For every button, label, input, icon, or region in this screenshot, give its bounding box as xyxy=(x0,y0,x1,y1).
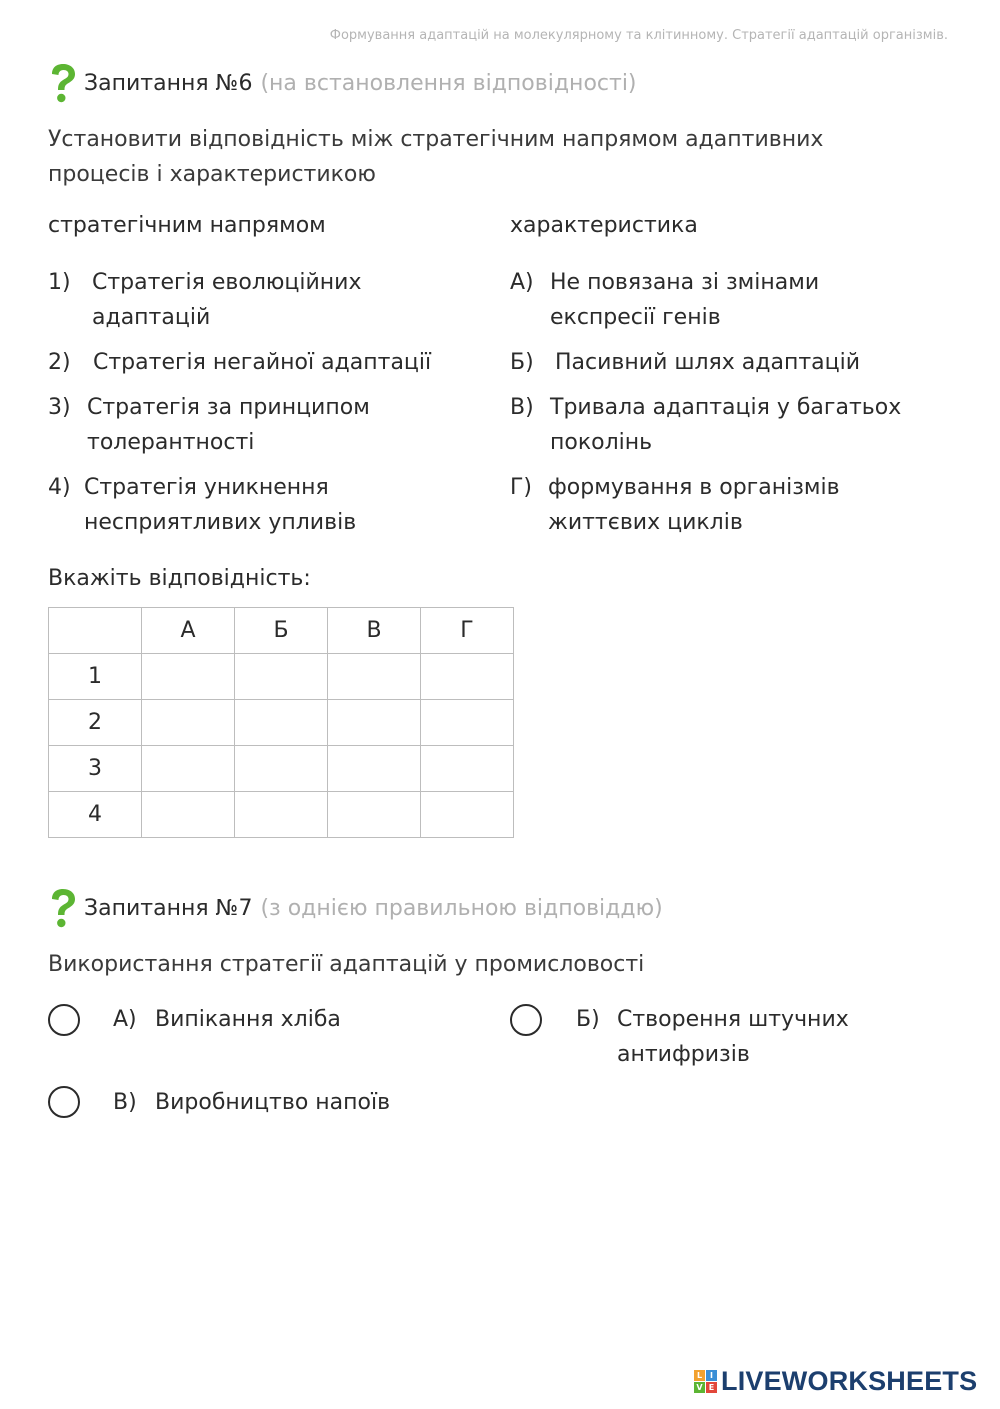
left-item-4-marker: 4) xyxy=(48,475,71,500)
right-item-b xyxy=(510,345,950,380)
right-item-a-text: Не повязана зі змінами експресії генів xyxy=(550,270,820,330)
left-item-3-marker: 3) xyxy=(48,395,71,420)
option-v-label[interactable]: Виробництво напоїв xyxy=(155,1090,391,1115)
prompt-line-2: процесів і характеристикою xyxy=(48,162,376,187)
option-a-radio[interactable] xyxy=(48,1004,80,1036)
grid-row xyxy=(49,700,514,746)
grid-answer-cell[interactable] xyxy=(235,654,328,700)
grid-row-header: 2 xyxy=(49,700,142,746)
left-item-4 xyxy=(48,470,468,540)
option-a-label[interactable]: Випікання хліба xyxy=(155,1007,341,1032)
question-7-type: (з однією правильною відповіддю) xyxy=(260,895,663,921)
option-b-radio[interactable] xyxy=(510,1004,542,1036)
grid-col-header: Г xyxy=(421,608,514,654)
question-6-type: (на встановлення відповідності) xyxy=(260,70,637,96)
left-item-1-text: Стратегія еволюційних адаптацій xyxy=(92,270,362,330)
question-mark-icon xyxy=(48,888,78,928)
left-item-3-text: Стратегія за принципом толерантності xyxy=(87,395,370,455)
left-item-1-marker: 1) xyxy=(48,270,71,295)
option-v-marker: В) xyxy=(113,1090,137,1115)
grid-answer-cell[interactable] xyxy=(142,792,235,838)
right-item-v-text: Тривала адаптація у багатьох поколінь xyxy=(550,395,902,455)
right-column-header: характеристика xyxy=(510,213,698,238)
left-item-2 xyxy=(48,345,468,380)
grid-answer-cell[interactable] xyxy=(421,746,514,792)
grid-col-header: Б xyxy=(235,608,328,654)
question-6-number: Запитання №6 xyxy=(84,70,253,96)
option-b-marker: Б) xyxy=(576,1007,600,1032)
question-7-prompt: Використання стратегії адаптацій у промисловості xyxy=(48,952,645,977)
liveworksheets-logo xyxy=(694,1366,977,1397)
grid-row-header: 1 xyxy=(49,654,142,700)
right-item-g-text: формування в організмів життєвих циклів xyxy=(548,475,840,535)
grid-answer-cell[interactable] xyxy=(328,700,421,746)
grid-col-header: А xyxy=(142,608,235,654)
grid-answer-cell[interactable] xyxy=(421,700,514,746)
option-v-radio[interactable] xyxy=(48,1086,80,1118)
right-item-v-marker: В) xyxy=(510,395,534,420)
grid-row-header: 4 xyxy=(49,792,142,838)
option-a-marker: А) xyxy=(113,1007,137,1032)
right-item-a xyxy=(510,265,950,335)
grid-answer-cell[interactable] xyxy=(328,746,421,792)
right-item-g-marker: Г) xyxy=(510,475,532,500)
grid-answer-cell[interactable] xyxy=(142,700,235,746)
question-mark-icon xyxy=(48,63,78,103)
grid-answer-cell[interactable] xyxy=(328,654,421,700)
grid-answer-cell[interactable] xyxy=(328,792,421,838)
grid-row xyxy=(49,654,514,700)
left-item-2-marker: 2) xyxy=(48,350,71,375)
grid-header-row xyxy=(49,608,514,654)
grid-col-header: В xyxy=(328,608,421,654)
page-header-note: Формування адаптацій на молекулярному та клітинному. Стратегії адаптацій організмів. xyxy=(329,28,948,43)
prompt-line-1: Установити відповідність між стратегічним напрямом адаптивних xyxy=(48,127,824,152)
matching-instruction: Вкажіть відповідність: xyxy=(48,566,311,591)
right-item-v xyxy=(510,390,950,460)
right-item-b-marker: Б) xyxy=(510,350,534,375)
left-item-2-text: Стратегія негайної адаптації xyxy=(93,350,432,375)
logo-text: LIVEWORKSHEETS xyxy=(721,1366,978,1396)
left-item-3 xyxy=(48,390,468,460)
grid-row xyxy=(49,792,514,838)
logo-blocks-icon: L I V E xyxy=(694,1370,717,1393)
grid-answer-cell[interactable] xyxy=(235,792,328,838)
left-item-4-text: Стратегія уникнення несприятливих упливів xyxy=(84,475,357,535)
question-6-prompt xyxy=(48,122,823,192)
left-column-header: стратегічним напрямом xyxy=(48,213,326,238)
right-item-a-marker: А) xyxy=(510,270,534,295)
right-item-b-text: Пасивний шлях адаптацій xyxy=(555,350,861,375)
grid-answer-cell[interactable] xyxy=(235,746,328,792)
grid-answer-cell[interactable] xyxy=(421,792,514,838)
question-6-title xyxy=(48,63,637,103)
grid-answer-cell[interactable] xyxy=(235,700,328,746)
question-7-title xyxy=(48,888,663,928)
left-item-1 xyxy=(48,265,468,335)
grid-answer-cell[interactable] xyxy=(421,654,514,700)
option-b-label[interactable]: Створення штучних антифризів xyxy=(617,1007,849,1067)
matching-grid xyxy=(48,607,514,838)
grid-row-header: 3 xyxy=(49,746,142,792)
grid-row xyxy=(49,746,514,792)
grid-answer-cell[interactable] xyxy=(142,746,235,792)
right-item-g xyxy=(510,470,950,540)
grid-answer-cell[interactable] xyxy=(142,654,235,700)
grid-corner-cell xyxy=(49,608,142,654)
question-7-number: Запитання №7 xyxy=(84,895,253,921)
